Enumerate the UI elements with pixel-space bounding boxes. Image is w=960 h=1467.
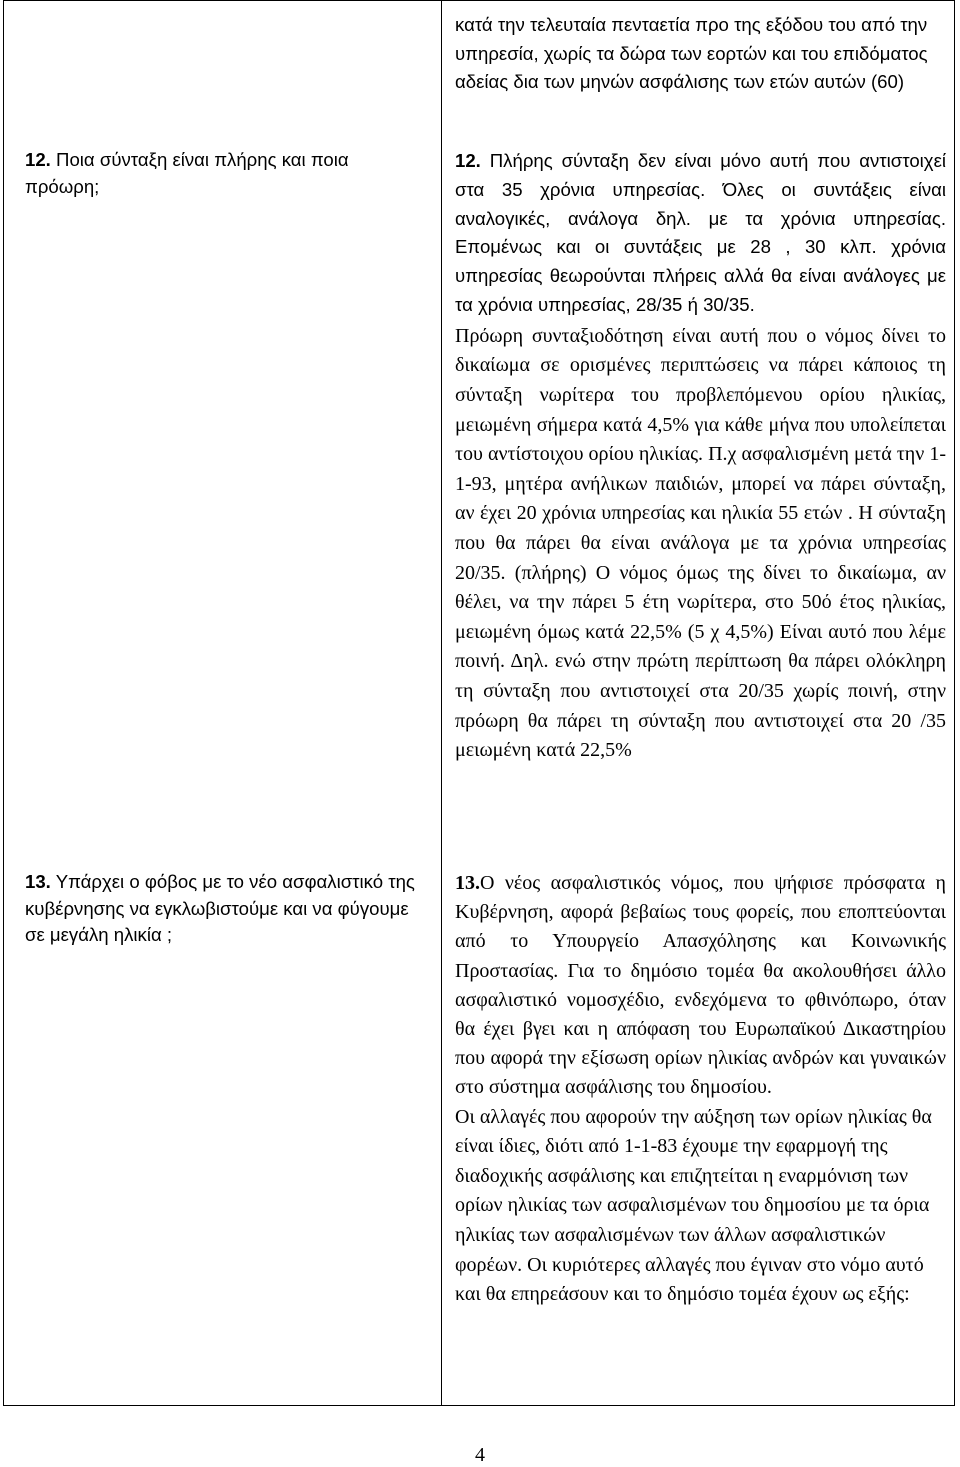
answer-number: 12. bbox=[455, 150, 481, 171]
page-number: 4 bbox=[475, 1444, 485, 1466]
answer-paragraph: Πρόωρη συνταξιοδότηση είναι αυτή που ο νόμος δίνει το δικαίωμα σε ορισμένες περιπτώσεις να πάρει κάποιος τη σύνταξη νωρίτερα του προβλεπόμενου ορίου ηλικίας, μειωμένη σήμερα κατά 4,5% για κάθε μήνα που υπολείπεται του αντίστοιχου ορίου ηλικίας. Π.χ ασφαλισμένη μετά την 1-1-93, μητέρα ανήλικων παιδιών, μπορεί να πάρει σύνταξη, αν έχει 20 χρόνια υπηρεσίας και ηλικία 55 ετών . Η σύνταξη που θα πάρει θα είναι ανάλογα με τα χρόνια υπηρεσίας 20/35. (πλήρης) Ο νόμος όμως της δίνει το δικαίωμα, αν θέλει, να την πάρει 5 έτη νωρίτερα, στο 50ό έτος ηλικίας, μειωμένη όμως κατά 22,5% (5 χ 4,5%) Είναι αυτό που λέμε ποινή. Δηλ. ενώ στην πρώτη περίπτωση θα πάρει ολόκληρη τη σύνταξη που αντιστοιχεί στα 20/35 χωρίς ποινή, στην πρόωρη θα πάρει τη σύνταξη που αντιστοιχεί στα 20 /35 μειωμένη κατά 22,5% bbox=[455, 324, 946, 762]
column-divider bbox=[441, 1, 442, 1405]
question-13 bbox=[25, 869, 425, 949]
answer-continuation bbox=[455, 11, 935, 97]
answer-intro-text: κατά την τελευταία πενταετία προ της εξόδου του από την υπηρεσία, χωρίς τα δώρα των εορτών και του επιδόματος αδείας δια των μηνών ασφάλισης των ετών αυτών (60) bbox=[455, 14, 928, 92]
answer-12 bbox=[455, 147, 946, 766]
answer-paragraph: Οι αλλαγές που αφορούν την αύξηση των ορίων ηλικίας θα είναι ίδιες, διότι από 1-1-83 έχουμε την εφαρμογή της διαδοχικής ασφάλισης και επιζητείται η εναρμόνιση των ορίων ηλικίας των ασφαλισμένων του δημοσίου με τα όρια ηλικίας των ασφαλισμένων των άλλων ασφαλιστικών φορέων. Οι κυριότερες αλλαγές που έγιναν στο νόμο αυτό και θα επηρεάσουν και το δημόσιο τομέα έχουν ως εξής: bbox=[455, 1105, 932, 1306]
answer-paragraph: 12. Πλήρης σύνταξη δεν είναι μόνο αυτή που αντιστοιχεί στα 35 χρόνια υπηρεσίας. Όλες οι συντάξεις είναι αναλογικές, ανάλογα δηλ. με τα χρόνια υπηρεσίας. Επομένως και οι συντάξεις με 28 , 30 κλπ. χρόνια υπηρεσίας θεωρούνται πλήρεις αλλά θα είναι ανάλογες με τα χρόνια υπηρεσίας, 28/35 ή 30/35. bbox=[455, 150, 946, 315]
question-number: 13. bbox=[25, 871, 51, 892]
question-text: Ποια σύνταξη είναι πλήρης και ποια πρόωρη; bbox=[25, 149, 349, 197]
question-12 bbox=[25, 147, 425, 200]
answer-number: 13. bbox=[455, 872, 480, 894]
question-number: 12. bbox=[25, 149, 51, 170]
answer-13 bbox=[455, 869, 946, 1310]
question-text: Υπάρχει ο φόβος με το νέο ασφαλιστικό της κυβέρνησης να εγκλωβιστούμε και να φύγουμε σε μεγάλη ηλικία ; bbox=[25, 871, 415, 945]
answer-paragraph: 13.Ο νέος ασφαλιστικός νόμος, που ψήφισε πρόσφατα η Κυβέρνηση, αφορά βεβαίως τους φορείς, που εποπτεύονται από το Υπουργείο Απασχόλησης και Κοινωνικής Προστασίας. Για το δημόσιο τομέα θα ακολουθήσει άλλο ασφαλιστικό νομοσχέδιο, ενδεχόμενα το φθινόπωρο, όταν θα έχει βγει και η απόφαση του Ευρωπαϊκού Δικαστηρίου που αφορά την εξίσωση ορίων ηλικίας ανδρών και γυναικών στο σύστημα ασφάλισης του δημοσίου. bbox=[455, 872, 946, 1099]
qa-table bbox=[3, 0, 955, 1406]
